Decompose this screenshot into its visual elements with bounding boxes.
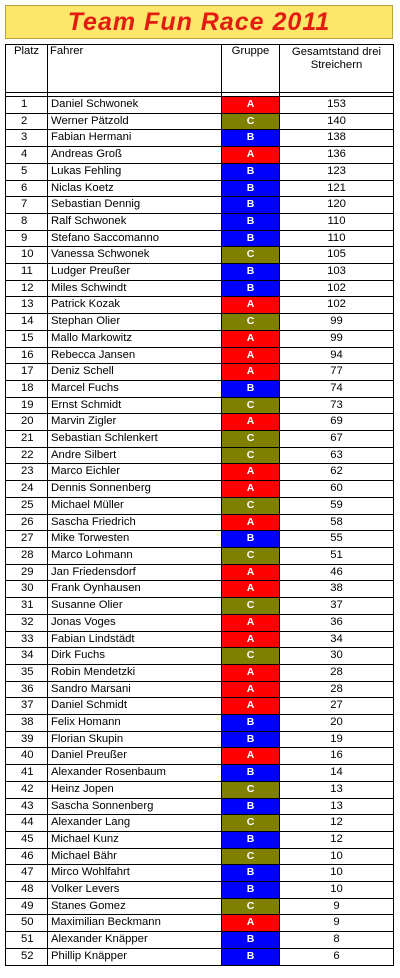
table-row — [6, 915, 394, 932]
group-badge: B — [222, 230, 280, 247]
place-cell: 35 — [6, 664, 48, 681]
table-row — [6, 163, 394, 180]
total-cell: 58 — [280, 514, 394, 531]
place-cell: 18 — [6, 380, 48, 397]
group-badge: C — [222, 397, 280, 414]
group-badge: B — [222, 531, 280, 548]
total-cell: 123 — [280, 163, 394, 180]
driver-cell: Marcel Fuchs — [48, 380, 222, 397]
table-row — [6, 97, 394, 114]
place-cell: 32 — [6, 614, 48, 631]
group-badge: C — [222, 781, 280, 798]
place-cell: 34 — [6, 648, 48, 665]
place-cell: 36 — [6, 681, 48, 698]
group-badge: B — [222, 731, 280, 748]
total-cell: 14 — [280, 765, 394, 782]
table-row — [6, 564, 394, 581]
driver-cell: Daniel Schmidt — [48, 698, 222, 715]
table-row — [6, 464, 394, 481]
place-cell: 22 — [6, 447, 48, 464]
place-cell: 9 — [6, 230, 48, 247]
group-badge: A — [222, 564, 280, 581]
table-row — [6, 631, 394, 648]
driver-cell: Werner Pätzold — [48, 113, 222, 130]
group-badge: B — [222, 865, 280, 882]
driver-cell: Andre Silbert — [48, 447, 222, 464]
table-row — [6, 414, 394, 431]
place-cell: 51 — [6, 932, 48, 949]
title-banner — [5, 5, 393, 39]
total-cell: 99 — [280, 330, 394, 347]
driver-cell: Ernst Schmidt — [48, 397, 222, 414]
driver-cell: Marco Lohmann — [48, 547, 222, 564]
driver-cell: Jonas Voges — [48, 614, 222, 631]
total-cell: 110 — [280, 230, 394, 247]
place-cell: 19 — [6, 397, 48, 414]
driver-cell: Felix Homann — [48, 715, 222, 732]
driver-cell: Stefano Saccomanno — [48, 230, 222, 247]
driver-cell: Fabian Hermani — [48, 130, 222, 147]
table-row — [6, 447, 394, 464]
total-cell: 69 — [280, 414, 394, 431]
table-row — [6, 865, 394, 882]
total-cell: 138 — [280, 130, 394, 147]
driver-cell: Heinz Jopen — [48, 781, 222, 798]
place-cell: 26 — [6, 514, 48, 531]
group-badge: B — [222, 163, 280, 180]
driver-cell: Susanne Olier — [48, 598, 222, 615]
place-cell: 47 — [6, 865, 48, 882]
place-cell: 11 — [6, 264, 48, 281]
total-cell: 99 — [280, 314, 394, 331]
total-cell: 120 — [280, 197, 394, 214]
table-row — [6, 681, 394, 698]
table-row — [6, 948, 394, 965]
total-cell: 10 — [280, 865, 394, 882]
place-cell: 14 — [6, 314, 48, 331]
total-cell: 60 — [280, 481, 394, 498]
driver-cell: Andreas Groß — [48, 147, 222, 164]
table-row — [6, 481, 394, 498]
driver-cell: Maximilian Beckmann — [48, 915, 222, 932]
total-cell: 153 — [280, 97, 394, 114]
table-row — [6, 731, 394, 748]
place-cell: 12 — [6, 280, 48, 297]
total-cell: 27 — [280, 698, 394, 715]
group-badge: C — [222, 431, 280, 448]
table-row — [6, 882, 394, 899]
total-cell: 13 — [280, 781, 394, 798]
place-cell: 21 — [6, 431, 48, 448]
group-badge: A — [222, 915, 280, 932]
total-cell: 13 — [280, 798, 394, 815]
table-row — [6, 330, 394, 347]
place-cell: 10 — [6, 247, 48, 264]
place-cell: 1 — [6, 97, 48, 114]
place-cell: 24 — [6, 481, 48, 498]
place-cell: 46 — [6, 848, 48, 865]
total-cell: 20 — [280, 715, 394, 732]
place-cell: 7 — [6, 197, 48, 214]
group-badge: B — [222, 280, 280, 297]
driver-cell: Florian Skupin — [48, 731, 222, 748]
place-cell: 52 — [6, 948, 48, 965]
table-row — [6, 648, 394, 665]
driver-cell: Michael Kunz — [48, 831, 222, 848]
place-cell: 27 — [6, 531, 48, 548]
driver-cell: Sascha Sonnenberg — [48, 798, 222, 815]
place-cell: 49 — [6, 898, 48, 915]
group-badge: A — [222, 681, 280, 698]
total-cell: 77 — [280, 364, 394, 381]
place-cell: 42 — [6, 781, 48, 798]
total-cell: 6 — [280, 948, 394, 965]
group-badge: C — [222, 898, 280, 915]
driver-cell: Niclas Koetz — [48, 180, 222, 197]
table-row — [6, 230, 394, 247]
table-row — [6, 280, 394, 297]
group-badge: A — [222, 330, 280, 347]
place-cell: 13 — [6, 297, 48, 314]
place-cell: 38 — [6, 715, 48, 732]
place-cell: 37 — [6, 698, 48, 715]
table-row — [6, 765, 394, 782]
place-cell: 31 — [6, 598, 48, 615]
group-badge: A — [222, 664, 280, 681]
table-row — [6, 715, 394, 732]
table-row — [6, 664, 394, 681]
driver-cell: Michael Bähr — [48, 848, 222, 865]
table-header-row — [6, 45, 394, 93]
table-row — [6, 798, 394, 815]
place-cell: 48 — [6, 882, 48, 899]
table-row — [6, 781, 394, 798]
total-cell: 102 — [280, 297, 394, 314]
place-cell: 5 — [6, 163, 48, 180]
total-cell: 28 — [280, 664, 394, 681]
table-row — [6, 364, 394, 381]
driver-cell: Sebastian Schlenkert — [48, 431, 222, 448]
group-badge: B — [222, 197, 280, 214]
driver-cell: Daniel Preußer — [48, 748, 222, 765]
group-badge: C — [222, 547, 280, 564]
total-cell: 121 — [280, 180, 394, 197]
driver-cell: Vanessa Schwonek — [48, 247, 222, 264]
group-badge: B — [222, 798, 280, 815]
place-cell: 33 — [6, 631, 48, 648]
group-badge: C — [222, 848, 280, 865]
group-badge: C — [222, 815, 280, 832]
group-badge: A — [222, 97, 280, 114]
group-badge: B — [222, 180, 280, 197]
table-row — [6, 831, 394, 848]
table-row — [6, 247, 394, 264]
driver-cell: Frank Oynhausen — [48, 581, 222, 598]
place-cell: 2 — [6, 113, 48, 130]
table-row — [6, 431, 394, 448]
total-cell: 16 — [280, 748, 394, 765]
driver-cell: Sascha Friedrich — [48, 514, 222, 531]
group-badge: C — [222, 648, 280, 665]
group-badge: A — [222, 581, 280, 598]
driver-cell: Miles Schwindt — [48, 280, 222, 297]
driver-cell: Ludger Preußer — [48, 264, 222, 281]
driver-cell: Patrick Kozak — [48, 297, 222, 314]
driver-cell: Deniz Schell — [48, 364, 222, 381]
group-badge: C — [222, 598, 280, 615]
total-cell: 136 — [280, 147, 394, 164]
table-row — [6, 698, 394, 715]
table-row — [6, 547, 394, 564]
driver-cell: Stanes Gomez — [48, 898, 222, 915]
table-row — [6, 898, 394, 915]
total-cell: 46 — [280, 564, 394, 581]
group-badge: A — [222, 364, 280, 381]
driver-cell: Lukas Fehling — [48, 163, 222, 180]
group-badge: A — [222, 514, 280, 531]
total-cell: 9 — [280, 898, 394, 915]
place-cell: 39 — [6, 731, 48, 748]
total-cell: 62 — [280, 464, 394, 481]
table-row — [6, 113, 394, 130]
total-cell: 10 — [280, 848, 394, 865]
total-cell: 55 — [280, 531, 394, 548]
table-row — [6, 598, 394, 615]
place-cell: 16 — [6, 347, 48, 364]
driver-cell: Rebecca Jansen — [48, 347, 222, 364]
place-cell: 30 — [6, 581, 48, 598]
place-cell: 25 — [6, 497, 48, 514]
place-cell: 29 — [6, 564, 48, 581]
table-row — [6, 531, 394, 548]
driver-cell: Fabian Lindstädt — [48, 631, 222, 648]
group-badge: B — [222, 948, 280, 965]
total-cell: 10 — [280, 882, 394, 899]
table-row — [6, 932, 394, 949]
total-cell: 105 — [280, 247, 394, 264]
group-badge: A — [222, 297, 280, 314]
group-badge: B — [222, 882, 280, 899]
total-cell: 102 — [280, 280, 394, 297]
place-cell: 50 — [6, 915, 48, 932]
place-cell: 17 — [6, 364, 48, 381]
table-row — [6, 614, 394, 631]
driver-cell: Stephan Olier — [48, 314, 222, 331]
table-row — [6, 130, 394, 147]
total-cell: 30 — [280, 648, 394, 665]
total-cell: 73 — [280, 397, 394, 414]
group-badge: C — [222, 447, 280, 464]
total-cell: 12 — [280, 831, 394, 848]
driver-cell: Sandro Marsani — [48, 681, 222, 698]
driver-cell: Mallo Markowitz — [48, 330, 222, 347]
place-cell: 15 — [6, 330, 48, 347]
header-group: Gruppe — [222, 45, 280, 93]
place-cell: 44 — [6, 815, 48, 832]
group-badge: A — [222, 698, 280, 715]
driver-cell: Alexander Knäpper — [48, 932, 222, 949]
place-cell: 28 — [6, 547, 48, 564]
header-total: Gesamtstand drei Streichern — [280, 45, 394, 93]
place-cell: 45 — [6, 831, 48, 848]
table-row — [6, 314, 394, 331]
total-cell: 67 — [280, 431, 394, 448]
group-badge: B — [222, 932, 280, 949]
group-badge: B — [222, 715, 280, 732]
total-cell: 37 — [280, 598, 394, 615]
total-cell: 63 — [280, 447, 394, 464]
table-row — [6, 180, 394, 197]
group-badge: C — [222, 113, 280, 130]
group-badge: A — [222, 147, 280, 164]
driver-cell: Robin Mendetzki — [48, 664, 222, 681]
group-badge: C — [222, 497, 280, 514]
total-cell: 110 — [280, 213, 394, 230]
group-badge: B — [222, 264, 280, 281]
place-cell: 43 — [6, 798, 48, 815]
table-row — [6, 748, 394, 765]
driver-cell: Sebastian Dennig — [48, 197, 222, 214]
standings-table — [5, 44, 394, 966]
driver-cell: Dirk Fuchs — [48, 648, 222, 665]
total-cell: 94 — [280, 347, 394, 364]
driver-cell: Mirco Wohlfahrt — [48, 865, 222, 882]
driver-cell: Daniel Schwonek — [48, 97, 222, 114]
group-badge: A — [222, 481, 280, 498]
group-badge: A — [222, 614, 280, 631]
total-cell: 140 — [280, 113, 394, 130]
table-row — [6, 848, 394, 865]
driver-cell: Marco Eichler — [48, 464, 222, 481]
total-cell: 103 — [280, 264, 394, 281]
total-cell: 8 — [280, 932, 394, 949]
place-cell: 23 — [6, 464, 48, 481]
group-badge: B — [222, 213, 280, 230]
table-row — [6, 297, 394, 314]
group-badge: A — [222, 414, 280, 431]
group-badge: A — [222, 748, 280, 765]
driver-cell: Dennis Sonnenberg — [48, 481, 222, 498]
group-badge: A — [222, 631, 280, 648]
group-badge: A — [222, 464, 280, 481]
place-cell: 40 — [6, 748, 48, 765]
driver-cell: Michael Müller — [48, 497, 222, 514]
driver-cell: Marvin Zigler — [48, 414, 222, 431]
place-cell: 4 — [6, 147, 48, 164]
table-row — [6, 581, 394, 598]
driver-cell: Ralf Schwonek — [48, 213, 222, 230]
total-cell: 59 — [280, 497, 394, 514]
page-title: Team Fun Race 2011 — [67, 7, 331, 36]
total-cell: 51 — [280, 547, 394, 564]
driver-cell: Phillip Knäpper — [48, 948, 222, 965]
driver-cell: Mike Torwesten — [48, 531, 222, 548]
table-row — [6, 213, 394, 230]
group-badge: A — [222, 347, 280, 364]
group-badge: B — [222, 380, 280, 397]
total-cell: 28 — [280, 681, 394, 698]
total-cell: 38 — [280, 581, 394, 598]
table-row — [6, 147, 394, 164]
total-cell: 19 — [280, 731, 394, 748]
standings-rows — [6, 97, 394, 966]
group-badge: B — [222, 831, 280, 848]
total-cell: 74 — [280, 380, 394, 397]
table-row — [6, 264, 394, 281]
table-row — [6, 197, 394, 214]
driver-cell: Alexander Rosenbaum — [48, 765, 222, 782]
group-badge: C — [222, 247, 280, 264]
table-row — [6, 397, 394, 414]
table-row — [6, 497, 394, 514]
total-cell: 12 — [280, 815, 394, 832]
driver-cell: Alexander Lang — [48, 815, 222, 832]
total-cell: 9 — [280, 915, 394, 932]
header-place: Platz — [6, 45, 48, 93]
table-row — [6, 815, 394, 832]
driver-cell: Jan Friedensdorf — [48, 564, 222, 581]
table-row — [6, 347, 394, 364]
group-badge: C — [222, 314, 280, 331]
group-badge: B — [222, 765, 280, 782]
total-cell: 34 — [280, 631, 394, 648]
group-badge: B — [222, 130, 280, 147]
header-driver: Fahrer — [48, 45, 222, 93]
total-cell: 36 — [280, 614, 394, 631]
driver-cell: Volker Levers — [48, 882, 222, 899]
place-cell: 3 — [6, 130, 48, 147]
place-cell: 20 — [6, 414, 48, 431]
table-row — [6, 380, 394, 397]
place-cell: 6 — [6, 180, 48, 197]
place-cell: 8 — [6, 213, 48, 230]
table-row — [6, 514, 394, 531]
place-cell: 41 — [6, 765, 48, 782]
